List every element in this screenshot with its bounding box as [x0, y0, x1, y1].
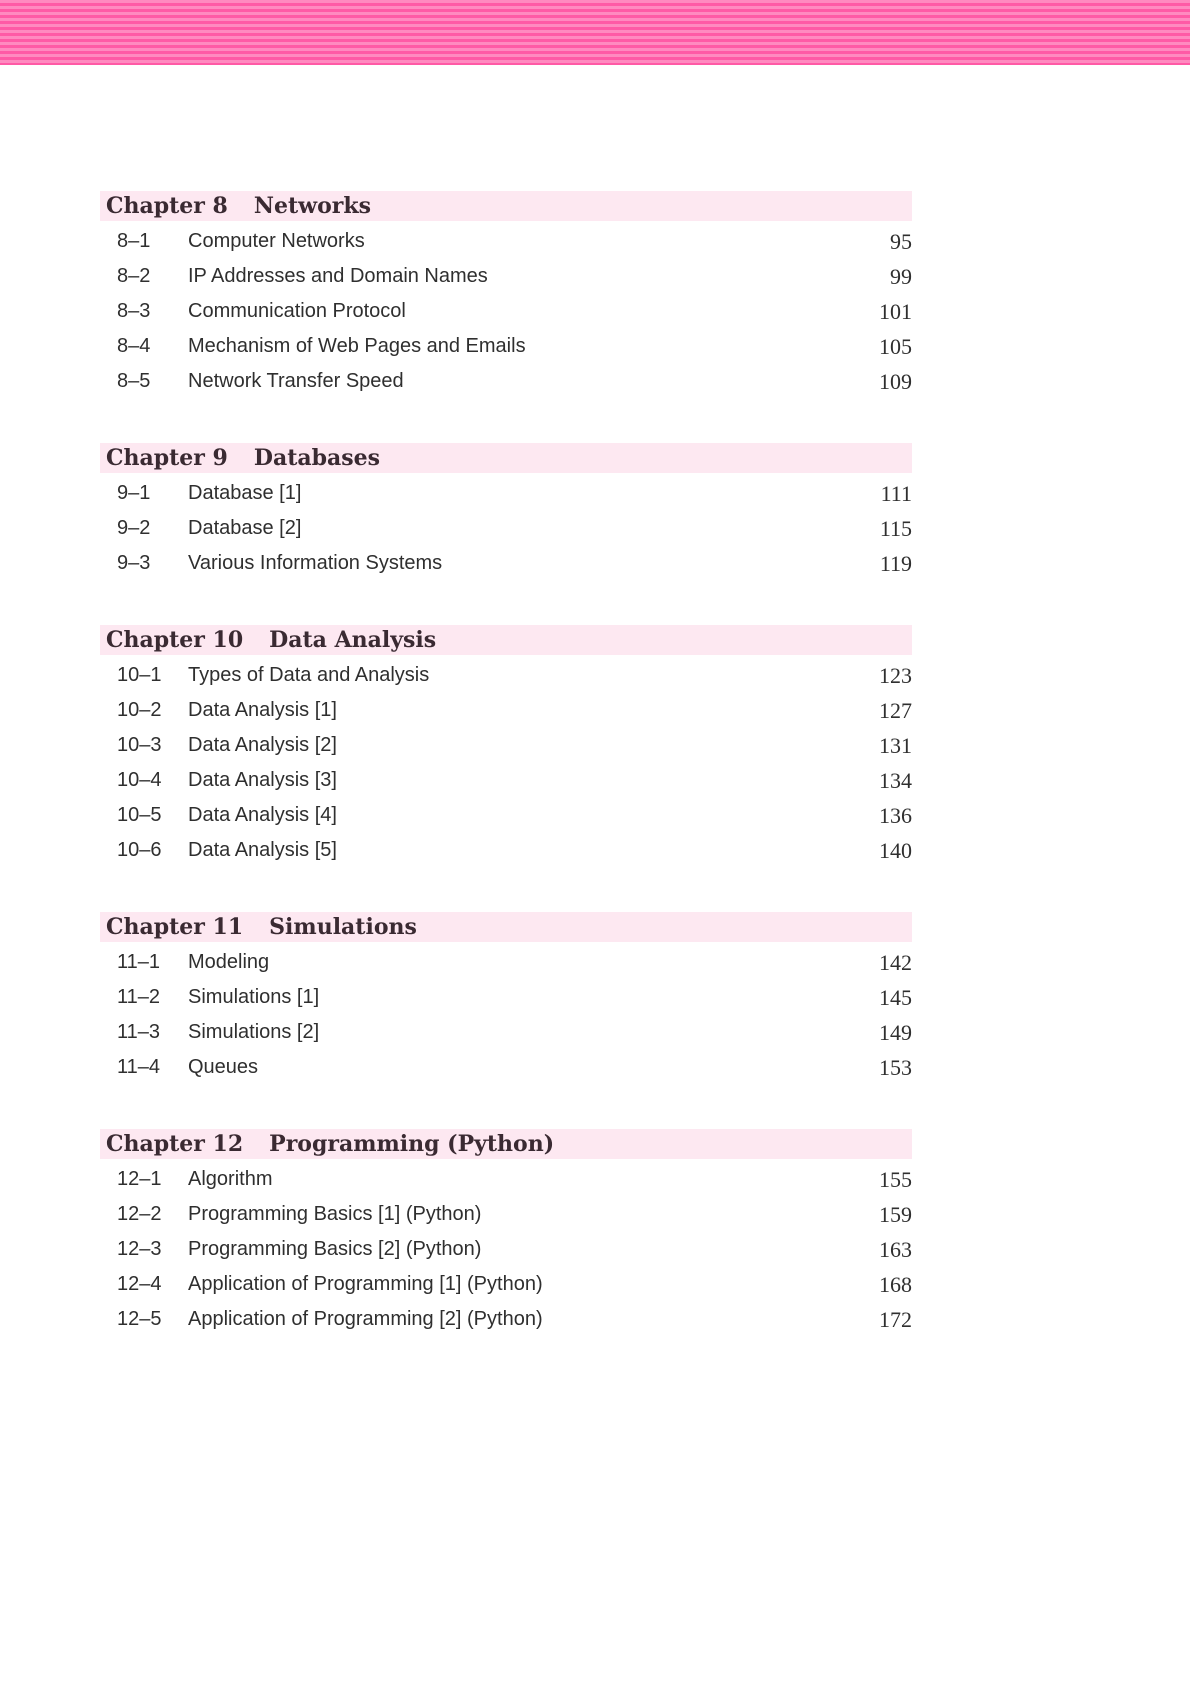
entry-title: Types of Data and Analysis — [188, 664, 430, 686]
toc-entry — [100, 1050, 912, 1085]
entry-title: Data Analysis [1] — [188, 699, 337, 721]
entry-title: IP Addresses and Domain Names — [188, 265, 488, 287]
entry-number: 9–1 — [117, 482, 151, 504]
chapter-title: Networks — [253, 193, 371, 219]
toc-entry — [100, 511, 912, 546]
entry-number: 10–5 — [117, 804, 162, 826]
entry-page: 127 — [879, 697, 912, 723]
toc-entry — [100, 1302, 912, 1337]
entry-page: 95 — [890, 228, 912, 254]
entry-number: 11–4 — [117, 1056, 161, 1078]
chapter-section — [100, 443, 912, 581]
toc-entry — [100, 1232, 912, 1267]
entry-title: Simulations [1] — [188, 986, 320, 1008]
entry-title: Data Analysis [4] — [188, 804, 337, 826]
entry-number: 8–3 — [117, 300, 151, 322]
entry-page: 134 — [879, 767, 912, 793]
entry-page: 131 — [879, 732, 912, 758]
toc-entry — [100, 833, 912, 868]
entry-page: 140 — [879, 837, 912, 863]
entry-title: Application of Programming [2] (Python) — [188, 1308, 543, 1330]
entry-title: Various Information Systems — [188, 552, 443, 574]
entry-title: Network Transfer Speed — [188, 370, 404, 392]
toc-entry — [100, 329, 912, 364]
table-of-contents — [100, 191, 912, 1381]
entry-page: 136 — [879, 802, 912, 828]
entry-number: 8–5 — [117, 370, 151, 392]
chapter-title: Data Analysis — [269, 627, 437, 653]
chapter-heading — [100, 625, 912, 655]
toc-entry — [100, 1015, 912, 1050]
entry-number: 11–3 — [117, 1021, 161, 1043]
entry-title: Algorithm — [188, 1168, 273, 1190]
chapter-section — [100, 191, 912, 399]
chapter-section — [100, 912, 912, 1085]
entry-title: Simulations [2] — [188, 1021, 320, 1043]
header-stripe-band — [0, 0, 1190, 65]
entry-title: Application of Programming [1] (Python) — [188, 1273, 543, 1295]
toc-entry — [100, 980, 912, 1015]
entry-title: Programming Basics [2] (Python) — [188, 1238, 482, 1260]
entry-number: 10–1 — [117, 664, 162, 686]
entry-page: 159 — [879, 1201, 912, 1227]
entry-page: 149 — [879, 1019, 912, 1045]
entry-title: Queues — [188, 1056, 259, 1078]
chapter-title: Simulations — [269, 914, 417, 940]
entry-title: Computer Networks — [188, 230, 365, 252]
entry-page: 115 — [879, 515, 912, 541]
chapter-heading — [100, 443, 912, 473]
entry-title: Database [1] — [188, 482, 302, 504]
entry-page: 119 — [879, 550, 912, 576]
entry-number: 8–1 — [117, 230, 151, 252]
toc-entry — [100, 693, 912, 728]
entry-page: 163 — [879, 1236, 912, 1262]
chapter-section — [100, 625, 912, 868]
entry-page: 123 — [879, 662, 912, 688]
toc-entry — [100, 364, 912, 399]
toc-entry — [100, 945, 912, 980]
toc-entry — [100, 224, 912, 259]
toc-entry — [100, 476, 912, 511]
entry-number: 12–2 — [117, 1203, 162, 1225]
chapter-section — [100, 1129, 912, 1337]
entry-page: 99 — [890, 263, 912, 289]
toc-entry — [100, 1267, 912, 1302]
entry-title: Mechanism of Web Pages and Emails — [188, 335, 526, 357]
entry-page: 105 — [879, 333, 912, 359]
chapter-number: Chapter 8 — [106, 193, 228, 219]
toc-entry — [100, 1162, 912, 1197]
toc-entry — [100, 294, 912, 329]
entry-title: Database [2] — [188, 517, 302, 539]
entry-number: 9–2 — [117, 517, 151, 539]
entry-number: 8–4 — [117, 335, 151, 357]
chapter-heading — [100, 191, 912, 221]
entry-page: 142 — [879, 949, 912, 975]
toc-entry — [100, 798, 912, 833]
entry-page: 172 — [879, 1306, 912, 1332]
chapter-number: Chapter 9 — [106, 445, 228, 471]
entry-page: 111 — [880, 480, 912, 506]
entry-number: 12–4 — [117, 1273, 162, 1295]
entry-title: Programming Basics [1] (Python) — [188, 1203, 482, 1225]
chapter-heading — [100, 912, 912, 942]
entry-title: Data Analysis [2] — [188, 734, 337, 756]
entry-title: Communication Protocol — [188, 300, 406, 322]
entry-page: 155 — [879, 1166, 912, 1192]
entry-page: 109 — [879, 368, 912, 394]
entry-page: 101 — [879, 298, 912, 324]
entry-number: 10–2 — [117, 699, 162, 721]
chapter-heading — [100, 1129, 912, 1159]
entry-number: 11–1 — [117, 951, 161, 973]
entry-title: Data Analysis [5] — [188, 839, 337, 861]
entry-number: 10–4 — [117, 769, 162, 791]
entry-number: 12–1 — [117, 1168, 162, 1190]
chapter-number: Chapter 12 — [106, 1131, 244, 1157]
toc-entry — [100, 763, 912, 798]
entry-page: 145 — [879, 984, 912, 1010]
entry-number: 9–3 — [117, 552, 151, 574]
toc-entry — [100, 259, 912, 294]
entry-number: 12–5 — [117, 1308, 162, 1330]
entry-title: Modeling — [188, 951, 270, 973]
entry-title: Data Analysis [3] — [188, 769, 337, 791]
entry-number: 10–3 — [117, 734, 162, 756]
entry-number: 12–3 — [117, 1238, 162, 1260]
toc-entry — [100, 546, 912, 581]
entry-page: 153 — [879, 1054, 912, 1080]
toc-entry — [100, 1197, 912, 1232]
toc-entry — [100, 658, 912, 693]
chapter-number: Chapter 11 — [106, 914, 244, 940]
toc-entry — [100, 728, 912, 763]
entry-number: 11–2 — [117, 986, 161, 1008]
entry-number: 8–2 — [117, 265, 151, 287]
chapter-number: Chapter 10 — [106, 627, 244, 653]
entry-page: 168 — [879, 1271, 912, 1297]
chapter-title: Databases — [253, 445, 381, 471]
entry-number: 10–6 — [117, 839, 162, 861]
chapter-title: Programming (Python) — [269, 1131, 555, 1157]
